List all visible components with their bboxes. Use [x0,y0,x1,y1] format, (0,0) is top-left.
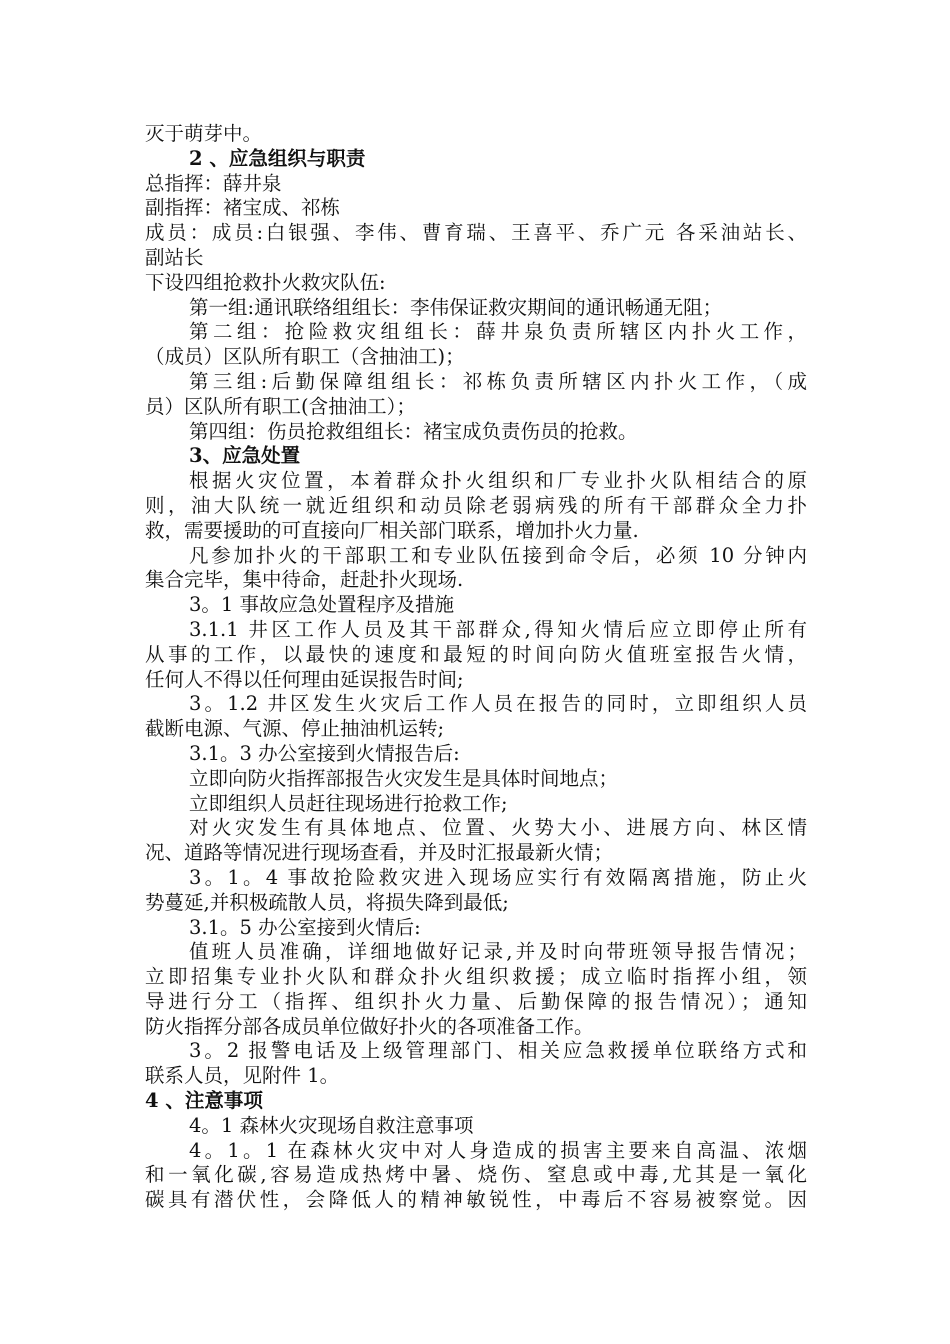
text-line: 3.1。5 办公室接到火情后: [189,915,421,939]
text-line: 总指挥：薛井泉 [145,171,282,195]
section-heading: 2 、应急组织与职责 [189,146,366,170]
text-line: 导进行分工（指挥、组织扑火力量、后勤保障的报告情况）；通知 [145,989,807,1013]
text-line: 则，油大队统一就近组织和动员除老弱病残的所有干部群众全力扑 [145,493,807,517]
text-line: 灭于萌芽中。 [145,122,263,145]
text-line: 联系人员，见附件 1。 [145,1064,340,1088]
text-line: 员）区队所有职工(含抽油工）； [145,394,416,418]
text-line: 从事的工作，以最快的速度和最短的时间向防火值班室报告火情， [145,642,807,666]
text-line: 立即招集专业扑火队和群众扑火组织救援；成立临时指挥小组，领 [145,965,807,989]
section-heading: 4 、注意事项 [145,1089,263,1113]
text-line: 第二组：抢险救灾组组长：薛井泉负责所辖区内扑火工作， [189,320,807,344]
text-line: 救，需要援助的可直接向厂相关部门联系，增加扑火力量. [145,518,639,542]
text-line: 立即向防火指挥部报告火灾发生是具体时间地点； [189,766,619,790]
text-line: 防火指挥分部各成员单位做好扑火的各项准备工作。 [145,1014,594,1038]
text-line: 任何人不得以任何理由延误报告时间; [145,667,464,691]
text-line: 第一组:通讯联络组组长：李伟保证救灾期间的通讯畅通无阻； [189,295,723,319]
text-line: 副站长 [145,245,204,269]
text-line: 下设四组抢救扑火救灾队伍: [145,270,386,294]
text-line: 碳具有潜伏性，会降低人的精神敏锐性，中毒后不容易被察觉。因 [145,1188,807,1212]
text-line: 值班人员准确，详细地做好记录,并及时向带班领导报告情况； [189,940,807,964]
text-line: 根据火灾位置，本着群众扑火组织和厂专业扑火队相结合的原 [189,469,807,493]
text-line: 况、道路等情况进行现场查看，并及时汇报最新火情； [145,841,614,865]
text-line: 3。1。4 事故抢险救灾进入现场应实行有效隔离措施，防止火 [189,865,807,889]
text-line: 对火灾发生有具体地点、位置、火势大小、进展方向、林区情 [189,816,807,840]
text-line: 副指挥：褚宝成、祁栋 [145,196,341,220]
text-line: 成员：成员:白银强、李伟、曹育瑞、王喜平、乔广元 各采油站长、 [145,221,807,245]
text-line: 第四组：伤员抢救组组长：褚宝成负责伤员的抢救。 [189,419,638,443]
text-line: 和一氧化碳,容易造成热烤中暑、烧伤、窒息或中毒,尤其是一氧化 [145,1163,807,1187]
text-line: 3。1 事故应急处置程序及措施 [189,593,455,617]
document-page [145,122,807,1213]
text-line: 截断电源、气源、停止抽油机运转; [145,717,445,741]
text-line: 4。1。1 在森林火灾中对人身造成的损害主要来自高温、浓烟 [189,1138,807,1162]
text-line: 集合完毕，集中待命，赶赴扑火现场. [145,568,464,592]
text-line: 4。1 森林火灾现场自救注意事项 [189,1113,474,1137]
text-line: 立即组织人员赶往现场进行抢救工作; [189,791,508,815]
text-line: 凡参加扑火的干部职工和专业队伍接到命令后，必须 10 分钟内 [189,543,807,567]
text-line: 势蔓延,并积极疏散人员，将损失降到最低; [145,890,509,914]
text-line: 3.1。3 办公室接到火情报告后: [189,741,460,765]
text-line: （成员）区队所有职工（含抽油工)； [145,345,465,369]
text-line: 3。1.2 井区发生火灾后工作人员在报告的同时，立即组织人员 [189,692,807,716]
text-line: 3.1.1 井区工作人员及其干部群众,得知火情后应立即停止所有 [189,617,807,641]
text-line: 3。2 报警电话及上级管理部门、相关应急救援单位联络方式和 [189,1039,807,1063]
section-heading: 3、应急处置 [189,444,301,468]
text-line: 第三组:后勤保障组组长：祁栋负责所辖区内扑火工作，（成 [189,369,807,393]
